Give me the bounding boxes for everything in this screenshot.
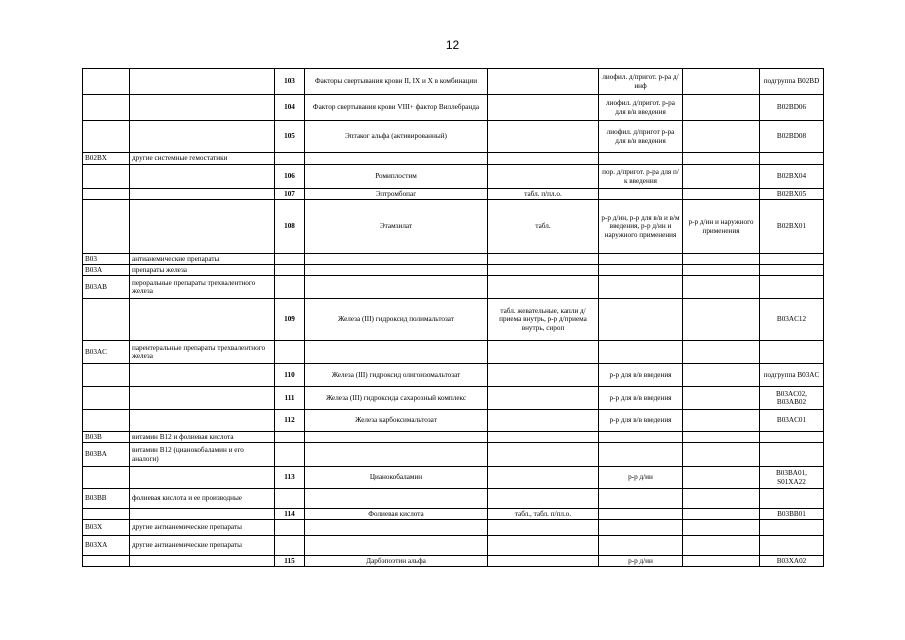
dosage-form-oral-cell	[488, 489, 599, 509]
dosage-form-injection-cell: р-р для в/в введения	[599, 364, 683, 387]
drug-name-cell	[305, 153, 488, 165]
drug-name-cell	[305, 536, 488, 556]
group-name-cell	[130, 364, 275, 387]
dosage-form-injection-cell	[599, 265, 683, 276]
dosage-form-other-cell	[683, 536, 760, 556]
category-code-cell: B03AC	[83, 341, 130, 364]
dosage-form-other-cell	[683, 410, 760, 432]
dosage-form-injection-cell	[599, 536, 683, 556]
category-code-cell: B03	[83, 254, 130, 265]
group-name-cell: витамин B12 (цианокобаламин и его аналоги)	[130, 443, 275, 467]
dosage-form-other-cell	[683, 265, 760, 276]
item-number-cell: 104	[275, 95, 305, 121]
category-code-cell	[83, 200, 130, 254]
category-code-cell	[83, 509, 130, 520]
category-code-cell: B03X	[83, 520, 130, 536]
group-name-cell: другие системные гемостатики	[130, 153, 275, 165]
item-number-cell: 115	[275, 556, 305, 567]
dosage-form-oral-cell	[488, 432, 599, 443]
category-code-cell	[83, 556, 130, 567]
dosage-form-oral-cell	[488, 341, 599, 364]
item-number-cell	[275, 276, 305, 299]
dosage-form-injection-cell	[599, 443, 683, 467]
item-number-cell	[275, 520, 305, 536]
dosage-form-oral-cell: табл. п/пл.о.	[488, 189, 599, 200]
drug-name-cell	[305, 443, 488, 467]
dosage-form-other-cell	[683, 364, 760, 387]
group-name-cell	[130, 69, 275, 95]
dosage-form-other-cell	[683, 95, 760, 121]
dosage-form-injection-cell	[599, 276, 683, 299]
dosage-form-oral-cell	[488, 387, 599, 410]
dosage-form-injection-cell: р-р для в/в введения	[599, 387, 683, 410]
dosage-form-oral-cell	[488, 364, 599, 387]
dosage-form-other-cell	[683, 341, 760, 364]
drug-name-cell	[305, 254, 488, 265]
group-name-cell: витамин B12 и фолиевая кислота	[130, 432, 275, 443]
category-code-cell	[83, 189, 130, 200]
item-number-cell: 107	[275, 189, 305, 200]
item-number-cell	[275, 489, 305, 509]
atc-code-cell	[760, 276, 824, 299]
category-code-cell: B03XA	[83, 536, 130, 556]
item-number-cell: 103	[275, 69, 305, 95]
category-code-cell	[83, 121, 130, 153]
dosage-form-oral-cell	[488, 265, 599, 276]
drug-name-cell: Железа (III) гидроксид полимальтозат	[305, 299, 488, 341]
drug-name-cell	[305, 432, 488, 443]
dosage-form-other-cell	[683, 165, 760, 189]
item-number-cell: 108	[275, 200, 305, 254]
category-code-cell	[83, 364, 130, 387]
dosage-form-oral-cell	[488, 276, 599, 299]
table-row	[83, 443, 824, 467]
category-code-cell: B02BX	[83, 153, 130, 165]
dosage-form-injection-cell	[599, 432, 683, 443]
dosage-form-oral-cell	[488, 410, 599, 432]
dosage-form-injection-cell: р-р для в/в введения	[599, 410, 683, 432]
dosage-form-oral-cell	[488, 69, 599, 95]
atc-code-cell: подгруппа B02BD	[760, 69, 824, 95]
group-name-cell	[130, 556, 275, 567]
dosage-form-other-cell	[683, 443, 760, 467]
group-name-cell	[130, 410, 275, 432]
drug-name-cell: Дарбэпоэтин альфа	[305, 556, 488, 567]
category-code-cell: B03BA	[83, 443, 130, 467]
dosage-form-oral-cell	[488, 121, 599, 153]
table-row	[83, 520, 824, 536]
drug-name-cell	[305, 276, 488, 299]
table-body	[83, 69, 824, 567]
drug-name-cell: Железа (III) гидроксида сахарозный комплекс	[305, 387, 488, 410]
atc-code-cell: B03XA02	[760, 556, 824, 567]
atc-code-cell: B03AC02, B03AB02	[760, 387, 824, 410]
table-row	[83, 364, 824, 387]
item-number-cell: 112	[275, 410, 305, 432]
dosage-form-oral-cell: табл., табл. п/пл.о.	[488, 509, 599, 520]
category-code-cell	[83, 69, 130, 95]
dosage-form-other-cell: р-р д/ин и наружного применения	[683, 200, 760, 254]
item-number-cell: 114	[275, 509, 305, 520]
table-row	[83, 153, 824, 165]
drug-name-cell: Фактор свертывания крови VIII+ фактор Виллебранда	[305, 95, 488, 121]
dosage-form-injection-cell: р-р д/ин	[599, 467, 683, 489]
item-number-cell	[275, 265, 305, 276]
drug-name-cell: Фолиевая кислота	[305, 509, 488, 520]
dosage-form-injection-cell	[599, 509, 683, 520]
category-code-cell	[83, 410, 130, 432]
category-code-cell: B03BB	[83, 489, 130, 509]
atc-code-cell: B02BD06	[760, 95, 824, 121]
group-name-cell	[130, 387, 275, 410]
table-row	[83, 467, 824, 489]
atc-code-cell: B03BB01	[760, 509, 824, 520]
drug-name-cell: Цианокобаламин	[305, 467, 488, 489]
table-row	[83, 509, 824, 520]
group-name-cell	[130, 299, 275, 341]
category-code-cell	[83, 387, 130, 410]
atc-code-cell	[760, 443, 824, 467]
item-number-cell	[275, 153, 305, 165]
group-name-cell: антианемические препараты	[130, 254, 275, 265]
atc-code-cell	[760, 153, 824, 165]
table-row	[83, 121, 824, 153]
table-row	[83, 432, 824, 443]
dosage-form-other-cell	[683, 254, 760, 265]
group-name-cell: препараты железа	[130, 265, 275, 276]
dosage-form-oral-cell	[488, 165, 599, 189]
drug-name-cell	[305, 341, 488, 364]
group-name-cell	[130, 509, 275, 520]
dosage-form-other-cell	[683, 520, 760, 536]
group-name-cell	[130, 467, 275, 489]
page-number: 12	[445, 38, 460, 52]
table-row	[83, 387, 824, 410]
dosage-form-injection-cell	[599, 153, 683, 165]
table-row	[83, 254, 824, 265]
group-name-cell: фолиевая кислота и ее производные	[130, 489, 275, 509]
dosage-form-other-cell	[683, 153, 760, 165]
category-code-cell: B03AB	[83, 276, 130, 299]
category-code-cell	[83, 467, 130, 489]
atc-code-cell: B02BX05	[760, 189, 824, 200]
category-code-cell	[83, 165, 130, 189]
atc-code-cell	[760, 432, 824, 443]
drug-name-cell: Железа карбоксимальтозат	[305, 410, 488, 432]
atc-code-cell	[760, 341, 824, 364]
table-row	[83, 69, 824, 95]
group-name-cell: парентеральные препараты трехвалентного железа	[130, 341, 275, 364]
item-number-cell	[275, 341, 305, 364]
dosage-form-other-cell	[683, 69, 760, 95]
dosage-form-injection-cell	[599, 520, 683, 536]
item-number-cell: 109	[275, 299, 305, 341]
drug-name-cell	[305, 520, 488, 536]
category-code-cell	[83, 299, 130, 341]
table-row	[83, 265, 824, 276]
category-code-cell: B03B	[83, 432, 130, 443]
dosage-form-oral-cell	[488, 443, 599, 467]
item-number-cell	[275, 536, 305, 556]
drug-name-cell	[305, 265, 488, 276]
dosage-form-injection-cell	[599, 254, 683, 265]
group-name-cell	[130, 189, 275, 200]
atc-code-cell	[760, 520, 824, 536]
atc-code-cell: B02BD08	[760, 121, 824, 153]
item-number-cell: 106	[275, 165, 305, 189]
dosage-form-injection-cell	[599, 489, 683, 509]
dosage-form-injection-cell: лиофил. д/пригот. р-ра д/инф	[599, 69, 683, 95]
drug-name-cell: Этамзилат	[305, 200, 488, 254]
atc-code-cell: B03AC12	[760, 299, 824, 341]
item-number-cell	[275, 254, 305, 265]
table-row	[83, 95, 824, 121]
drug-name-cell: Эптаког альфа (активированный)	[305, 121, 488, 153]
dosage-form-injection-cell: р-р д/ин	[599, 556, 683, 567]
group-name-cell	[130, 200, 275, 254]
dosage-form-oral-cell	[488, 254, 599, 265]
dosage-form-other-cell	[683, 189, 760, 200]
dosage-form-other-cell	[683, 556, 760, 567]
dosage-form-other-cell	[683, 432, 760, 443]
dosage-form-injection-cell: пор. д/пригот. р-ра для п/к введения	[599, 165, 683, 189]
dosage-form-oral-cell	[488, 467, 599, 489]
atc-code-cell	[760, 489, 824, 509]
dosage-form-other-cell	[683, 509, 760, 520]
table-row	[83, 189, 824, 200]
dosage-form-oral-cell	[488, 95, 599, 121]
drug-table	[82, 68, 824, 567]
group-name-cell	[130, 165, 275, 189]
atc-code-cell	[760, 265, 824, 276]
drug-name-cell: Элтромбопаг	[305, 189, 488, 200]
item-number-cell: 110	[275, 364, 305, 387]
group-name-cell: пероральные препараты трехвалентного железа	[130, 276, 275, 299]
category-code-cell: B03A	[83, 265, 130, 276]
dosage-form-injection-cell: лиофил. д/пригот р-ра для в/в введения	[599, 121, 683, 153]
dosage-form-injection-cell	[599, 341, 683, 364]
table-row	[83, 200, 824, 254]
atc-code-cell: B02BX01	[760, 200, 824, 254]
dosage-form-oral-cell	[488, 556, 599, 567]
table-row	[83, 299, 824, 341]
table-row	[83, 341, 824, 364]
table-row	[83, 536, 824, 556]
dosage-form-other-cell	[683, 299, 760, 341]
dosage-form-other-cell	[683, 387, 760, 410]
drug-name-cell: Факторы свертывания крови II, IX и X в комбинации	[305, 69, 488, 95]
dosage-form-injection-cell	[599, 299, 683, 341]
atc-code-cell: B03AC01	[760, 410, 824, 432]
dosage-form-oral-cell: табл.	[488, 200, 599, 254]
drug-name-cell: Ромиплостим	[305, 165, 488, 189]
table-row	[83, 165, 824, 189]
item-number-cell: 105	[275, 121, 305, 153]
atc-code-cell	[760, 254, 824, 265]
dosage-form-other-cell	[683, 121, 760, 153]
dosage-form-injection-cell: лиофил. д/пригот. р-ра для в/в введения	[599, 95, 683, 121]
group-name-cell	[130, 95, 275, 121]
drug-name-cell: Железа (III) гидроксид олигоизомальтозат	[305, 364, 488, 387]
category-code-cell	[83, 95, 130, 121]
dosage-form-oral-cell	[488, 153, 599, 165]
dosage-form-injection-cell	[599, 189, 683, 200]
atc-code-cell: B03BA01, S01XA22	[760, 467, 824, 489]
item-number-cell: 113	[275, 467, 305, 489]
atc-code-cell: B02BX04	[760, 165, 824, 189]
atc-code-cell: подгруппа B03AC	[760, 364, 824, 387]
dosage-form-other-cell	[683, 276, 760, 299]
table-row	[83, 489, 824, 509]
item-number-cell	[275, 432, 305, 443]
dosage-form-other-cell	[683, 467, 760, 489]
table-row	[83, 556, 824, 567]
dosage-form-oral-cell	[488, 536, 599, 556]
item-number-cell: 111	[275, 387, 305, 410]
dosage-form-oral-cell: табл. жевательные, капли д/приема внутрь, р-р д/приема внутрь, сироп	[488, 299, 599, 341]
group-name-cell	[130, 121, 275, 153]
group-name-cell: другие антианемические препараты	[130, 536, 275, 556]
group-name-cell: другие антианемические препараты	[130, 520, 275, 536]
dosage-form-oral-cell	[488, 520, 599, 536]
dosage-form-injection-cell: р-р д/ин, р-р для в/в и в/м введения, р-р д/ин и наружного применения	[599, 200, 683, 254]
drug-name-cell	[305, 489, 488, 509]
dosage-form-other-cell	[683, 489, 760, 509]
atc-code-cell	[760, 536, 824, 556]
table-row	[83, 410, 824, 432]
item-number-cell	[275, 443, 305, 467]
table-row	[83, 276, 824, 299]
